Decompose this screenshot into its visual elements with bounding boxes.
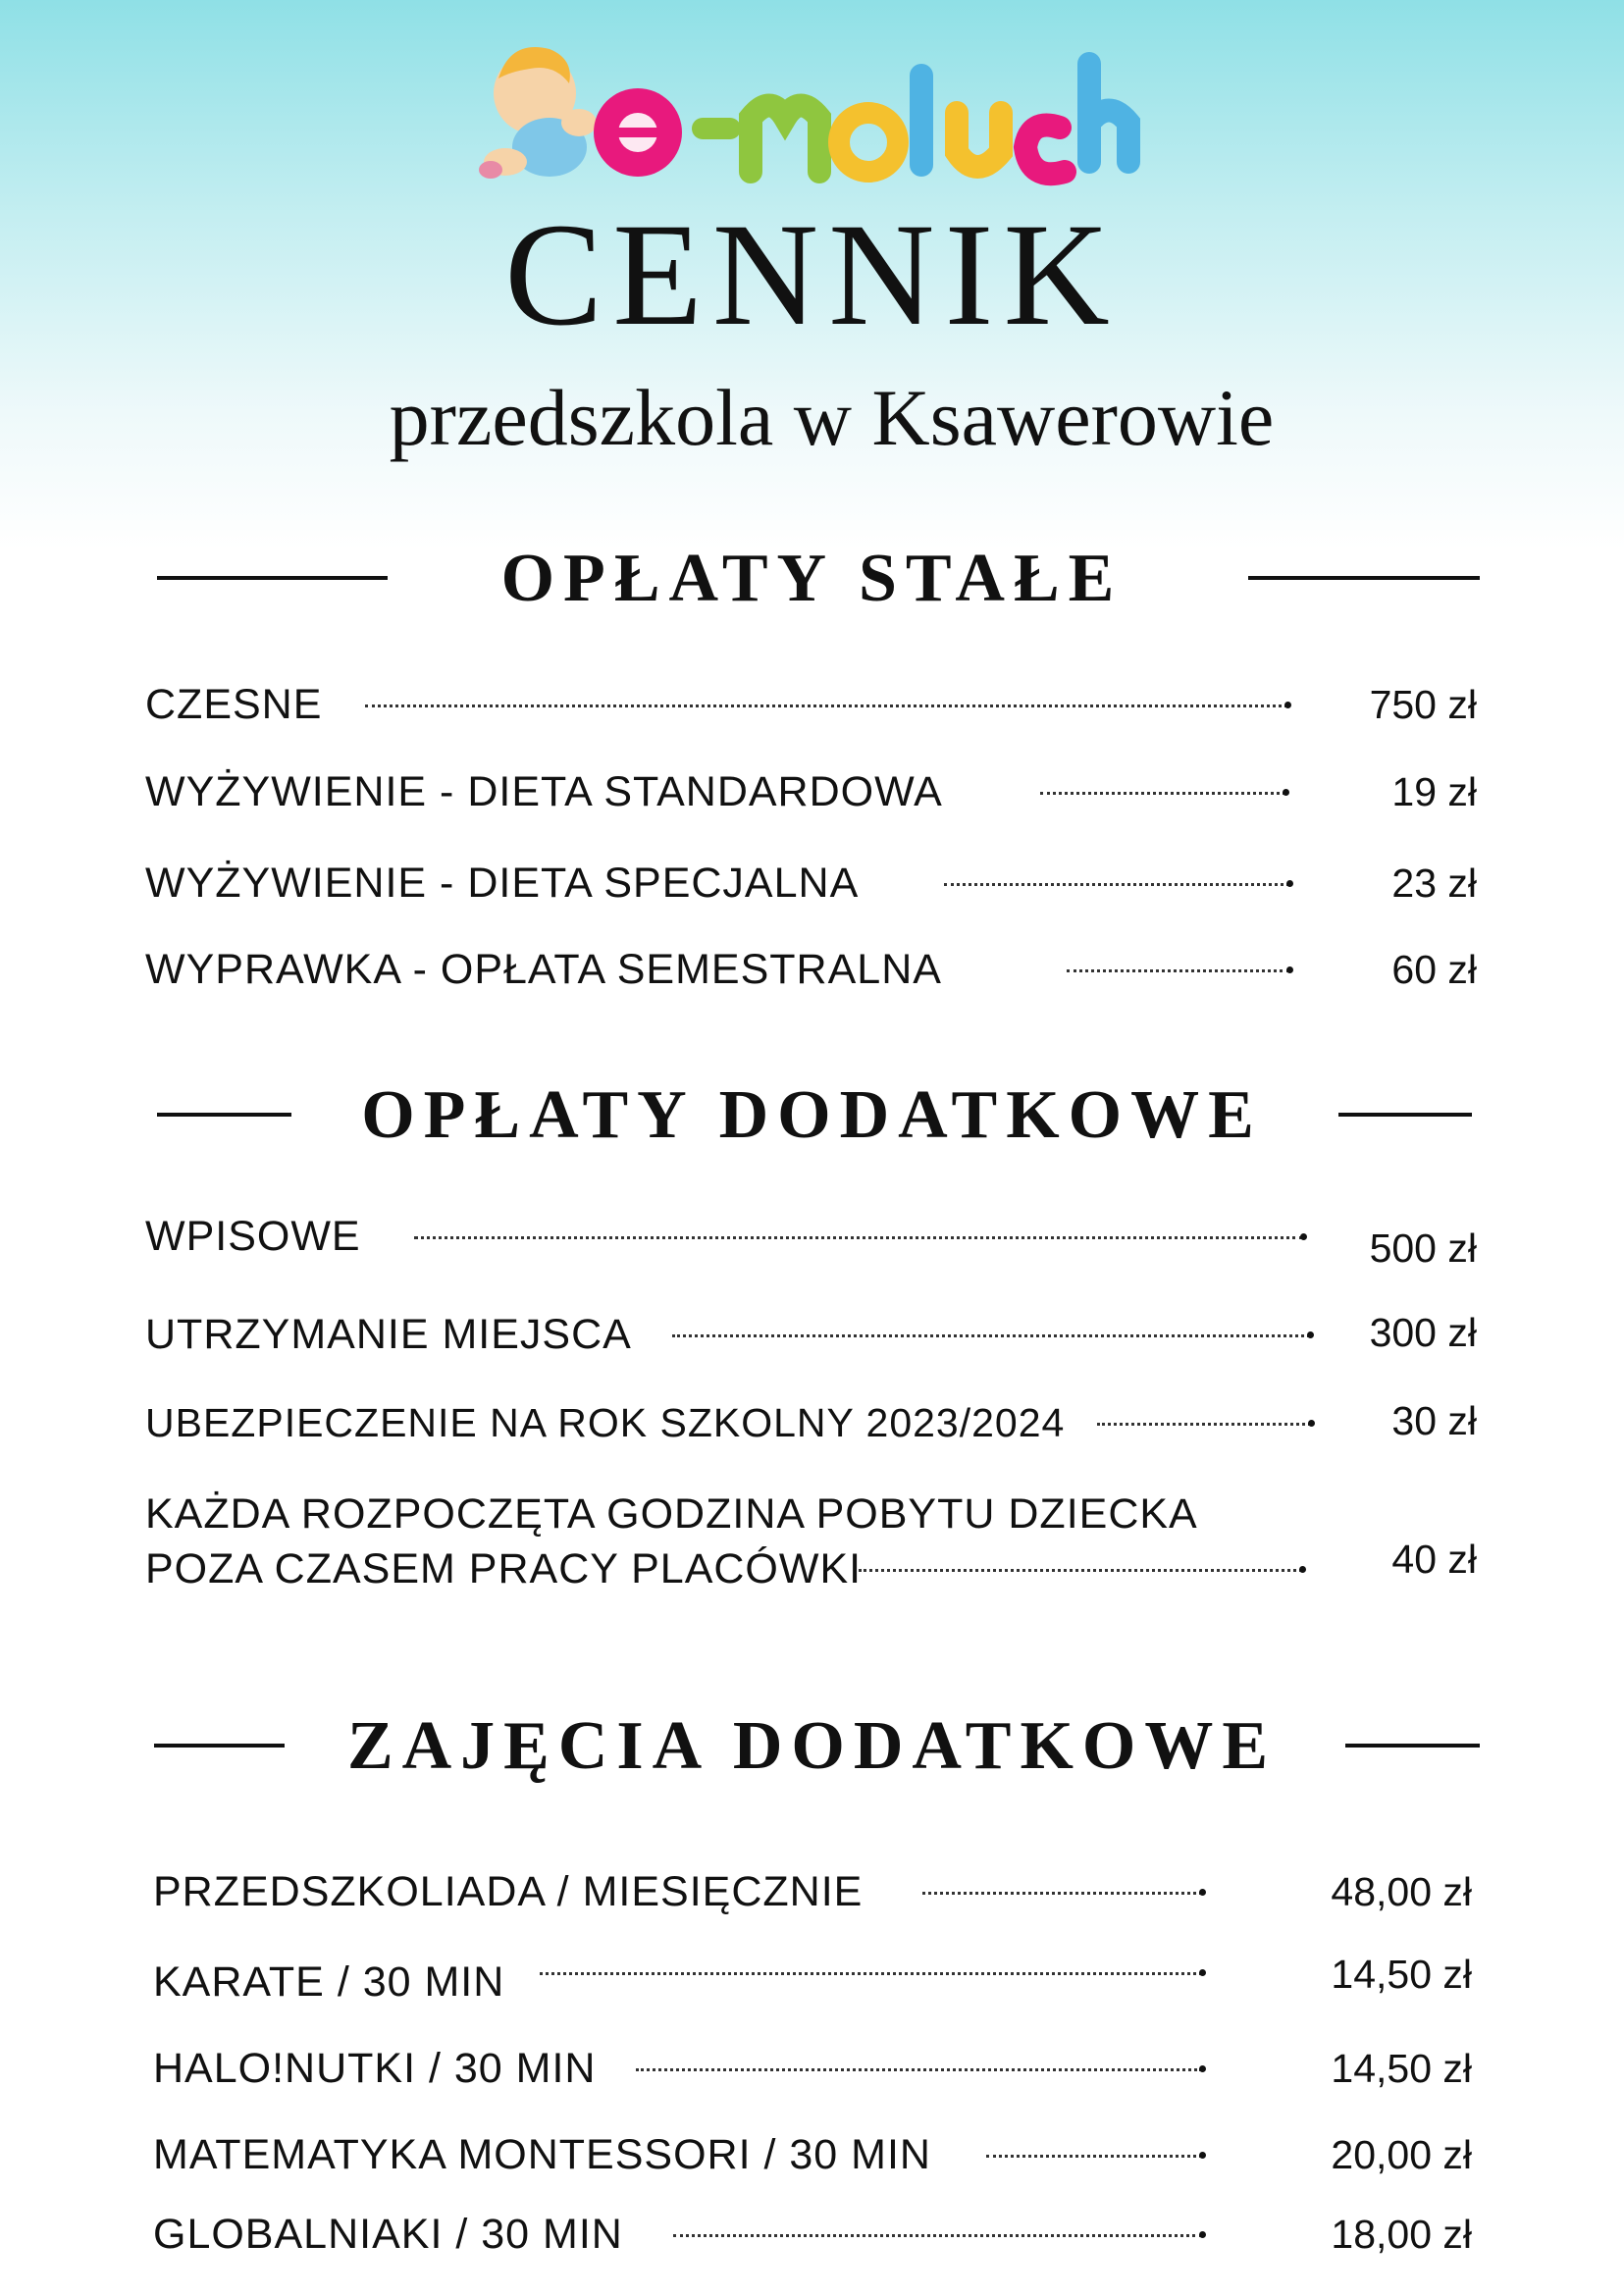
- item-price: 14,50 zł: [1331, 1952, 1472, 1997]
- price-row: [0, 675, 1624, 734]
- section-title: ZAJĘCIA DODATKOWE: [346, 1708, 1278, 1784]
- item-name: WPISOWE: [145, 1213, 361, 1260]
- item-name: UBEZPIECZENIE NA ROK SZKOLNY 2023/2024: [145, 1400, 1066, 1445]
- section-header-oplaty-stale: [0, 540, 1624, 618]
- item-name: WYPRAWKA - OPŁATA SEMESTRALNA: [145, 946, 942, 993]
- dotted-leader: [1040, 792, 1285, 795]
- dotted-leader: [944, 883, 1289, 886]
- item-name-line: POZA CZASEM PRACY PLACÓWKI: [145, 1545, 863, 1592]
- item-unit: / 30 MIN: [337, 1958, 505, 2006]
- price-row: [0, 2205, 1624, 2264]
- price-row: [0, 1487, 1624, 1604]
- e-maluch-logo: [471, 25, 1148, 201]
- item-price: 40 zł: [1391, 1537, 1477, 1582]
- item-price: 30 zł: [1391, 1398, 1477, 1443]
- item-name: [153, 1953, 504, 2011]
- price-row: [0, 1393, 1624, 1452]
- price-row: [0, 1862, 1624, 1921]
- dotted-leader: [986, 2155, 1202, 2158]
- item-price: 60 zł: [1391, 947, 1477, 992]
- item-title: HALO!NUTKI: [153, 2045, 417, 2092]
- item-price: 500 zł: [1369, 1226, 1477, 1271]
- price-row: [0, 1305, 1624, 1364]
- item-unit: / 30 MIN: [763, 2131, 931, 2178]
- baby-logo-icon: [471, 25, 1148, 201]
- divider-right: [1338, 1113, 1472, 1117]
- item-price: 20,00 zł: [1331, 2132, 1472, 2177]
- item-price: 300 zł: [1369, 1310, 1477, 1355]
- section-title: OPŁATY STAŁE: [500, 541, 1124, 616]
- section-header-oplaty-dodatkowe: [0, 1076, 1624, 1155]
- dotted-leader: [859, 1569, 1302, 1572]
- dotted-leader: [365, 704, 1287, 707]
- dotted-leader: [540, 1972, 1202, 1975]
- dotted-leader: [1067, 969, 1289, 972]
- item-unit: / MIESIĘCZNIE: [556, 1868, 864, 1915]
- item-name: [153, 2039, 597, 2098]
- item-price: 48,00 zł: [1331, 1869, 1472, 1914]
- item-name: [153, 2125, 931, 2184]
- dotted-leader: [636, 2068, 1202, 2071]
- dotted-leader: [673, 2234, 1202, 2237]
- item-price: 750 zł: [1369, 682, 1477, 727]
- price-row: [0, 940, 1624, 999]
- item-title: GLOBALNIAKI: [153, 2211, 444, 2258]
- divider-right: [1248, 576, 1480, 580]
- section-header-zajecia-dodatkowe: [0, 1707, 1624, 1786]
- item-price: 18,00 zł: [1331, 2212, 1472, 2257]
- item-price: 23 zł: [1391, 861, 1477, 906]
- dotted-leader: [922, 1892, 1202, 1895]
- item-name: [153, 2205, 623, 2264]
- divider-right: [1345, 1744, 1480, 1748]
- page-subtitle: przedszkola w Ksawerowie: [389, 373, 1275, 462]
- item-unit: / 30 MIN: [455, 2211, 623, 2258]
- item-unit: / 30 MIN: [429, 2045, 597, 2092]
- section-title: OPŁATY DODATKOWE: [361, 1077, 1263, 1153]
- price-row: [0, 2039, 1624, 2098]
- item-title: PRZEDSZKOLIADA: [153, 1868, 545, 1915]
- dotted-leader: [672, 1334, 1310, 1337]
- item-name: CZESNE: [145, 681, 323, 728]
- item-name: UTRZYMANIE MIEJSCA: [145, 1311, 632, 1358]
- price-row: [0, 1207, 1624, 1271]
- item-price: 14,50 zł: [1331, 2046, 1472, 2091]
- price-row: [0, 1953, 1624, 2011]
- page-title: CENNIK: [504, 193, 1120, 356]
- item-name-line: KAŻDA ROZPOCZĘTA GODZINA POBYTU DZIECKA: [145, 1490, 1198, 1538]
- item-name: WYŻYWIENIE - DIETA STANDARDOWA: [145, 768, 943, 815]
- price-row: [0, 2125, 1624, 2184]
- item-name: [145, 1487, 1274, 1596]
- item-title: MATEMATYKA MONTESSORI: [153, 2131, 752, 2178]
- item-title: KARATE: [153, 1958, 325, 2006]
- item-name: WYŻYWIENIE - DIETA SPECJALNA: [145, 860, 860, 907]
- dotted-leader: [1097, 1423, 1311, 1426]
- price-row: [0, 762, 1624, 821]
- item-price: 19 zł: [1391, 769, 1477, 814]
- price-row: [0, 854, 1624, 913]
- item-name: [153, 1862, 863, 1921]
- dotted-leader: [414, 1236, 1303, 1239]
